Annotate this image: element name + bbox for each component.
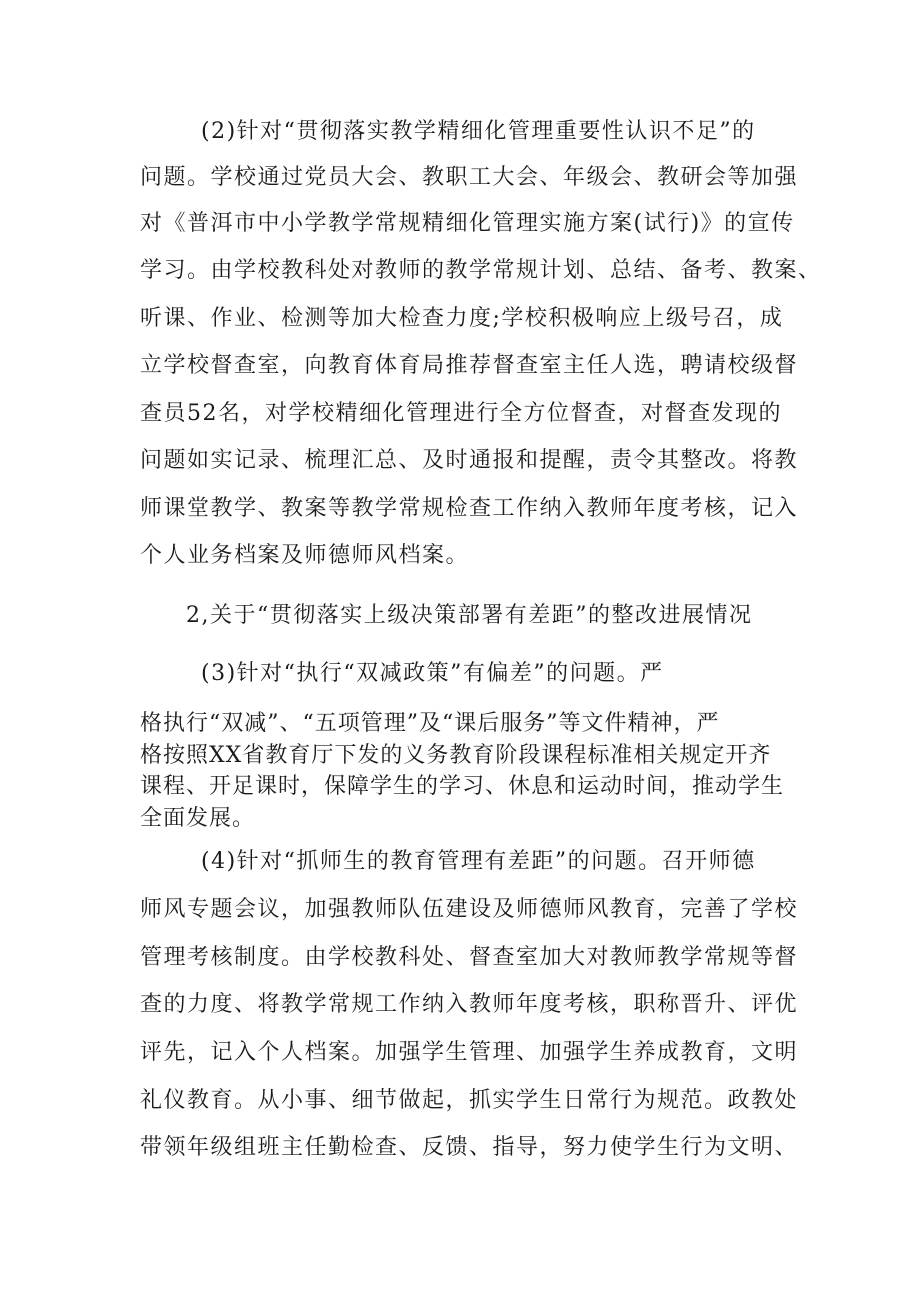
text-line: 查员52名，对学校精细化管理进行全方位督查，对督查发现的 [140,401,782,426]
text-line: (3)针对“执行“双减政策”有偏差”的问题。严 [201,661,664,686]
text-line: 问题如实记录、梳理汇总、及时通报和提醒，责令其整改。将教 [140,448,799,473]
text-line: 课程、开足课时，保障学生的学习、休息和运动时间，推动学生 [140,774,785,799]
text-line: 全面发展。 [140,806,256,831]
text-line: 个人业务档案及师德师风档案。 [140,543,470,568]
text-line: (4)针对“抓师生的教育管理有差距”的问题。召开师德 [201,849,756,874]
text-line: 查的力度、将教学常规工作纳入教师年度考核，职称晋升、评优 [140,992,799,1017]
text-line: 听课、作业、检测等加大检查力度;学校积极响应上级号召，成 [140,306,784,331]
text-line: 问题。学校通过党员大会、教职工大会、年级会、教研会等加强 [140,165,799,190]
text-line: 评先，记入个人档案。加强学生管理、加强学生养成教育，文明 [140,1040,799,1065]
text-line: 格按照XX省教育厅下发的义务教育阶段课程标准相关规定开齐 [140,743,772,768]
text-line: 管理考核制度。由学校教科处、督查室加大对教师教学常规等督 [140,945,799,970]
text-line: 立学校督查室，向教育体育局推荐督查室主任人选，聘请校级督 [140,353,799,378]
text-line: 对《普洱市中小学教学常规精细化管理实施方案(试行)》的宣传 [140,211,795,236]
text-line: (2)针对“贯彻落实教学精细化管理重要性认识不足”的 [201,119,756,144]
text-line: 学习。由学校教科处对教师的教学常规计划、总结、备考、教案、 [140,258,822,283]
section-heading: 2,关于“贯彻落实上级决策部署有差距”的整改进展情况 [186,603,753,628]
text-line: 礼仪教育。从小事、细节做起，抓实学生日常行为规范。政教处 [140,1088,799,1113]
text-line: 格执行“双减”、“五项管理”及“课后服务”等文件精神，严 [140,711,720,736]
text-line: 带领年级组班主任勤检查、反馈、指导，努力使学生行为文明、 [140,1135,799,1160]
text-line: 师课堂教学、教案等教学常规检查工作纳入教师年度考核，记入 [140,496,799,521]
text-line: 师风专题会议，加强教师队伍建设及师德师风教育，完善了学校 [140,897,799,922]
